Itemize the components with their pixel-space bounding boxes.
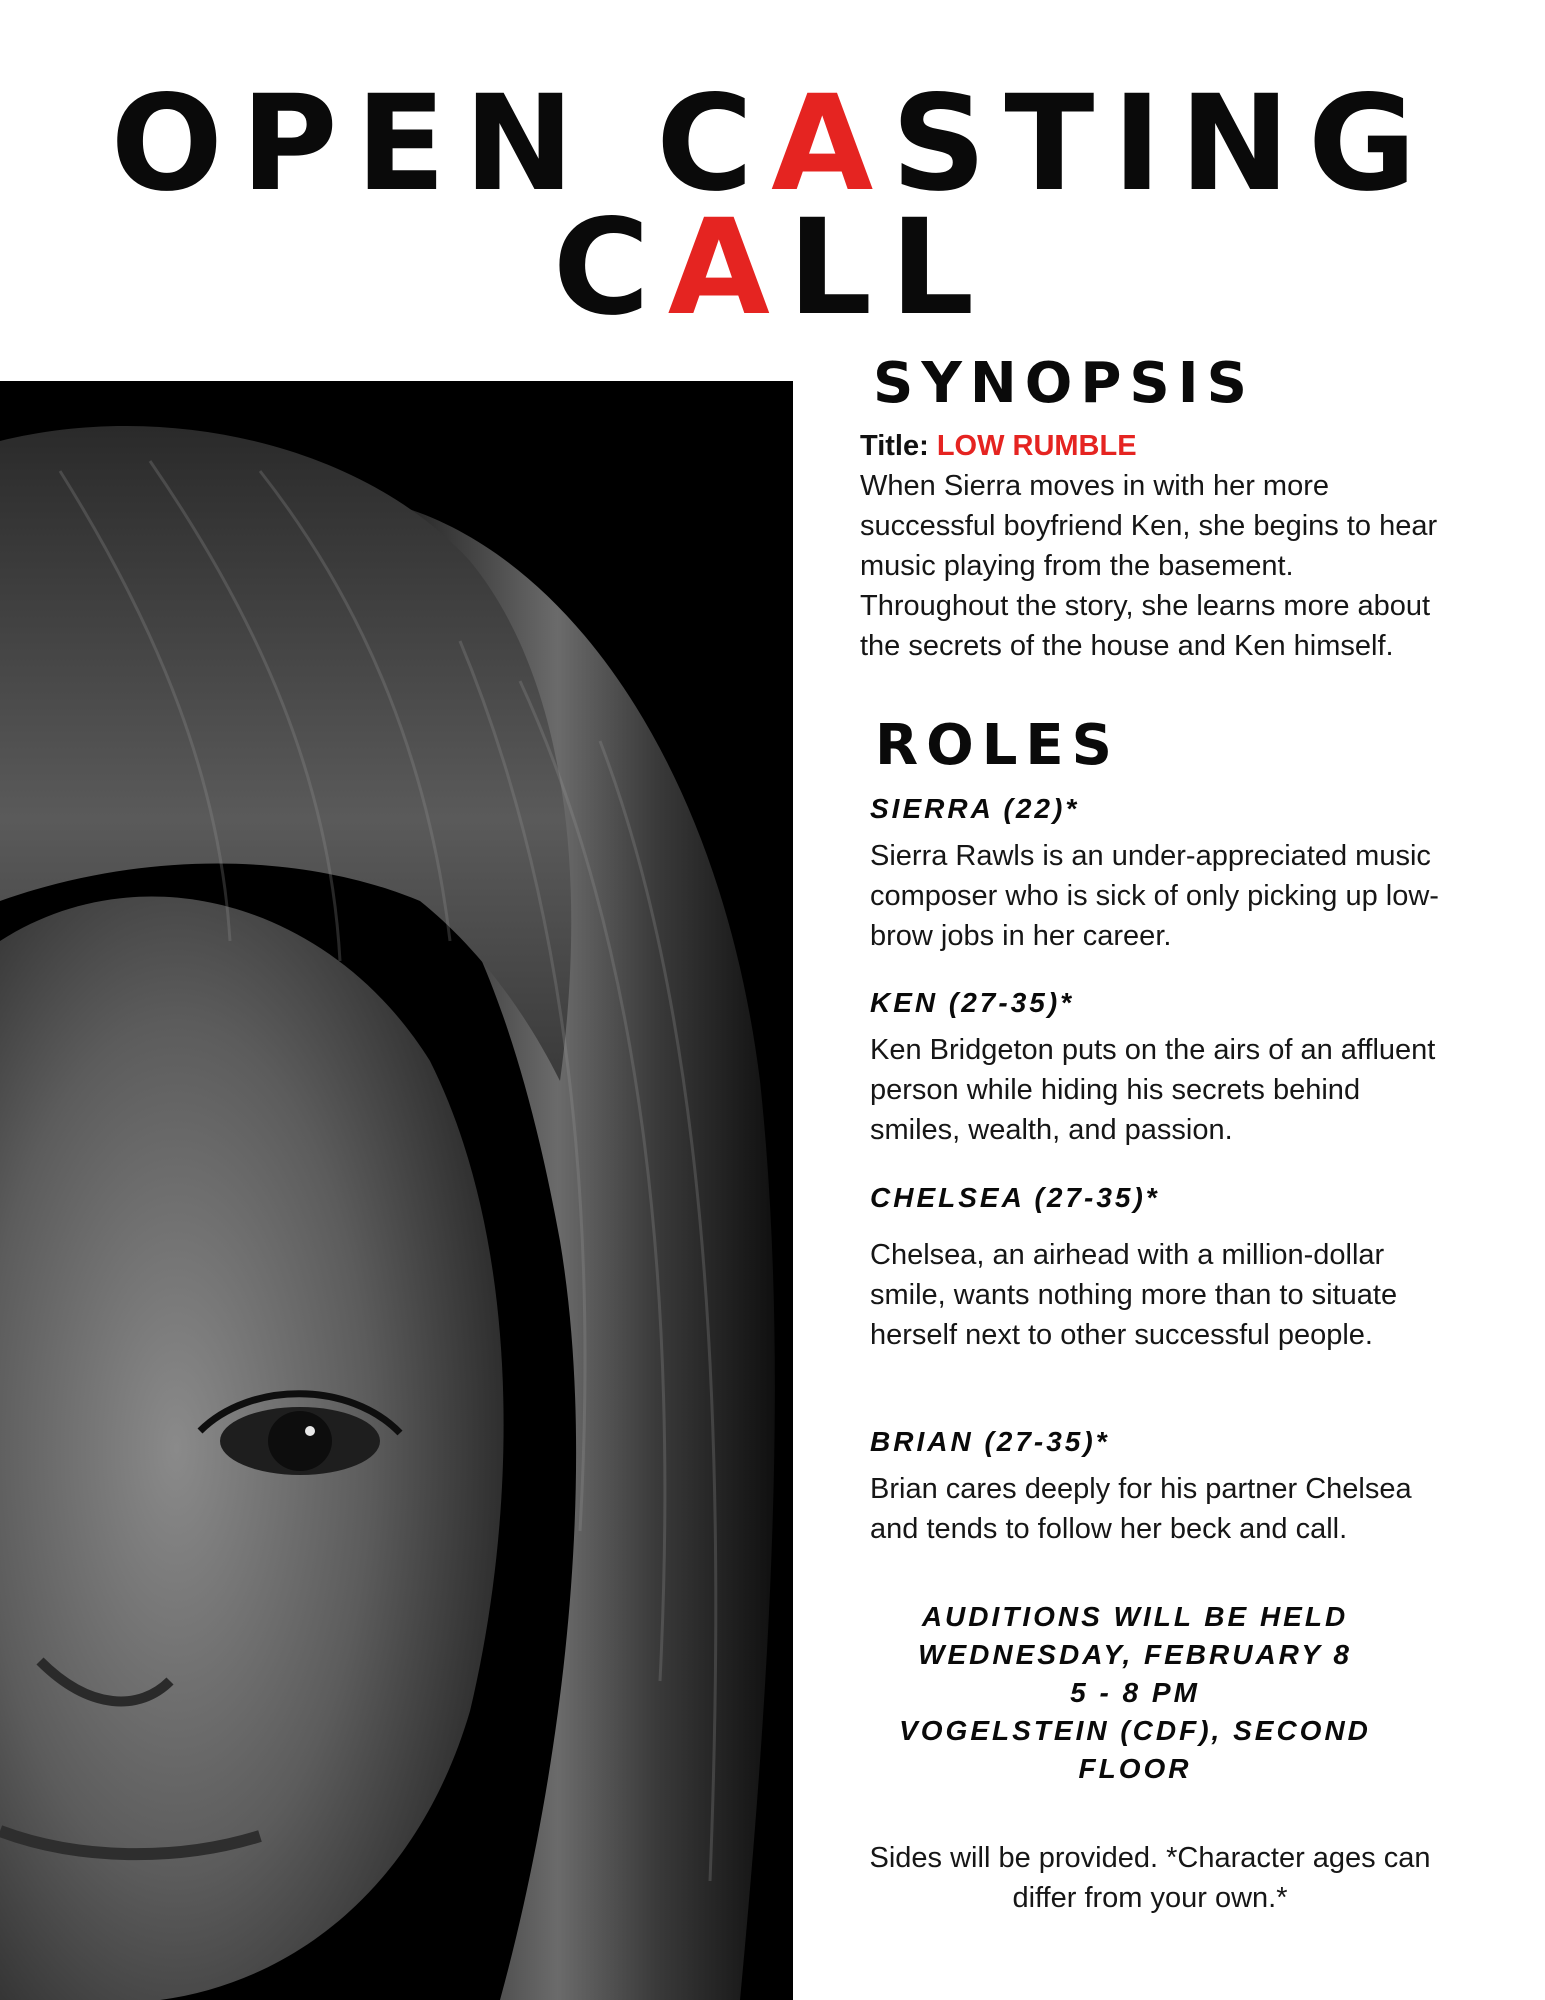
auditions-date: WEDNESDAY, FEBRUARY 8: [918, 1639, 1352, 1670]
role-name-ken: KEN (27-35)*: [870, 987, 1075, 1018]
roles-heading: ROLES: [875, 713, 1120, 778]
film-title-line: [860, 428, 1137, 464]
film-title-label: Title:: [860, 430, 937, 462]
portrait-illustration: [0, 381, 793, 2000]
role-name-brian: BRIAN (27-35)*: [870, 1426, 1110, 1457]
poster-title-line-2: [0, 191, 1545, 345]
title-2-part-b: LL: [787, 191, 993, 345]
auditions-location: VOGELSTEIN (CDF), SECOND FLOOR: [899, 1715, 1371, 1784]
role-description-sierra: Sierra Rawls is an under-appreciated music composer who is sick of only picking up low-brow jobs in her career.: [870, 840, 1439, 952]
role-description-ken: Ken Bridgeton puts on the airs of an affluent person while hiding his secrets behind smiles, wealth, and passion.: [870, 1034, 1436, 1146]
synopsis-text: When Sierra moves in with her more successful boyfriend Ken, she begins to hear music playing from the basement. Throughout the story, she learns more about the secrets of the house and Ken himself.: [860, 470, 1438, 662]
auditions-time: 5 - 8 PM: [1070, 1677, 1200, 1708]
synopsis-heading: SYNOPSIS: [873, 351, 1255, 416]
auditions-line-1: AUDITIONS WILL BE HELD: [921, 1601, 1349, 1632]
title-2-part-a: C: [552, 191, 668, 345]
title-2-red-letter: A: [667, 191, 788, 345]
role-name-chelsea: CHELSEA (27-35)*: [870, 1182, 1160, 1213]
role-description-brian: Brian cares deeply for his partner Chelsea and tends to follow her beck and call.: [870, 1473, 1412, 1545]
title-1-part-b: STING: [891, 67, 1435, 221]
title-1-red-letter: A: [771, 67, 892, 221]
footer-note: Sides will be provided. *Character ages can differ from your own.*: [869, 1842, 1431, 1914]
role-name-sierra: SIERRA (22)*: [870, 793, 1080, 824]
role-description-chelsea: Chelsea, an airhead with a million-dollar smile, wants nothing more than to situate herself next to other successful people.: [870, 1239, 1398, 1351]
auditions-info: [880, 1598, 1390, 1788]
portrait-photo: [0, 381, 793, 2000]
film-title-value: LOW RUMBLE: [936, 430, 1137, 462]
title-1-part-a: OPEN C: [110, 67, 772, 221]
